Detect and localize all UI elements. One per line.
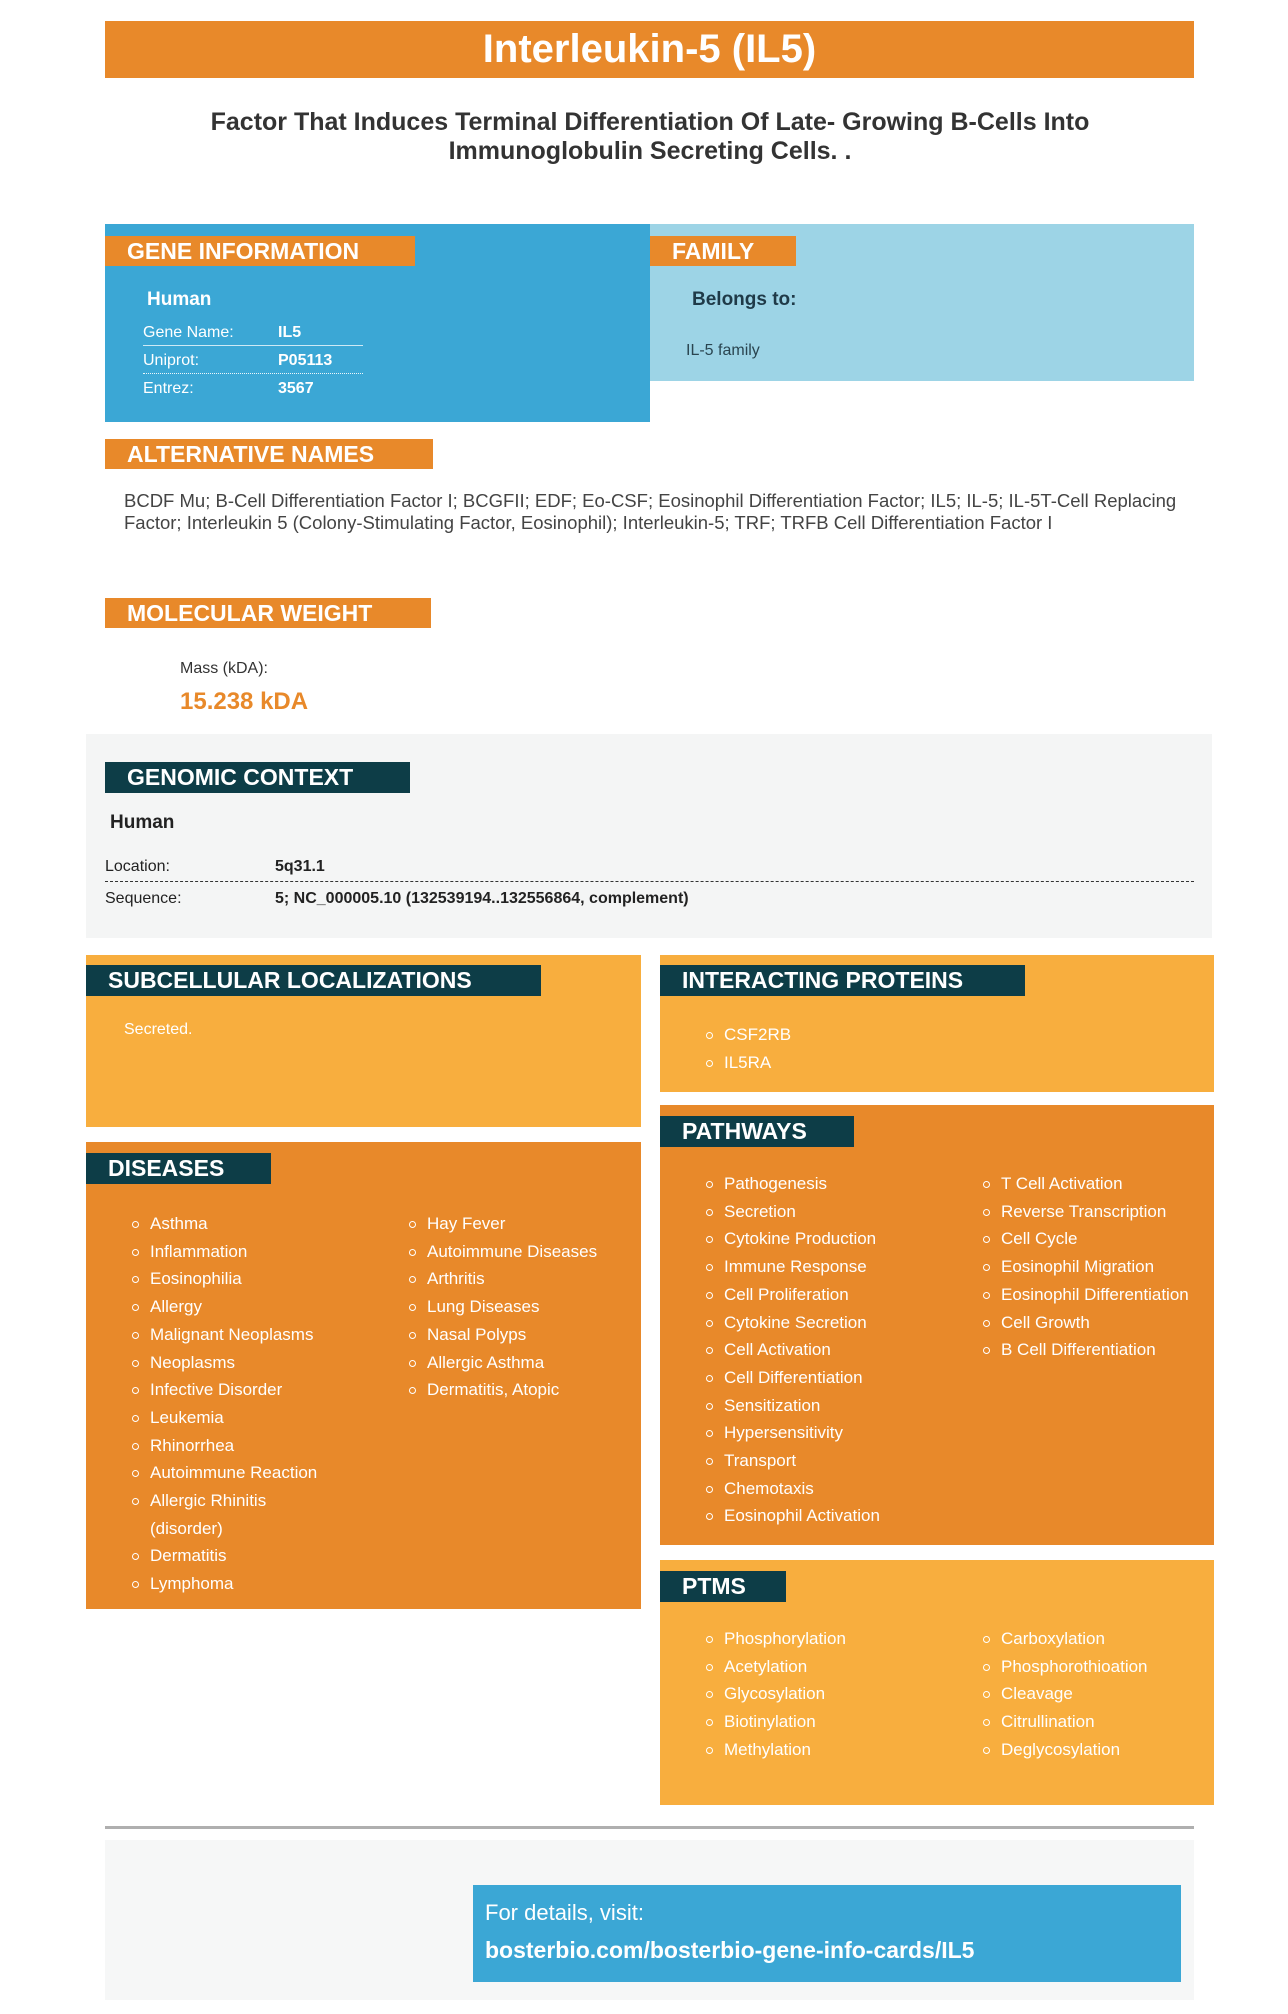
list-item: Secretion bbox=[704, 1198, 964, 1226]
list-item: Eosinophilia bbox=[130, 1265, 350, 1293]
sequence-row bbox=[105, 886, 1194, 916]
list-item: Sensitization bbox=[704, 1392, 964, 1420]
list-item: Cytokine Secretion bbox=[704, 1309, 964, 1337]
list-item: Cell Growth bbox=[981, 1309, 1209, 1337]
location-row bbox=[105, 852, 1194, 882]
interacting-proteins-panel bbox=[660, 955, 1214, 1092]
list-item: Carboxylation bbox=[981, 1625, 1209, 1653]
ptms-panel bbox=[660, 1560, 1214, 1805]
uniprot-label: Uniprot: bbox=[143, 352, 200, 369]
list-item: Autoimmune Diseases bbox=[407, 1238, 627, 1266]
list-item: Allergic Asthma bbox=[407, 1349, 627, 1377]
list-item: Phosphorylation bbox=[704, 1625, 964, 1653]
sequence-value: 5; NC_000005.10 (132539194..132556864, complement) bbox=[275, 890, 689, 907]
list-item: Allergy bbox=[130, 1293, 350, 1321]
pathways-heading: PATHWAYS bbox=[660, 1116, 854, 1147]
list-item: Phosphorothioation bbox=[981, 1653, 1209, 1681]
list-item: Eosinophil Activation bbox=[704, 1502, 964, 1530]
list-item: B Cell Differentiation bbox=[981, 1336, 1209, 1364]
list-item: Pathogenesis bbox=[704, 1170, 964, 1198]
list-item: Inflammation bbox=[130, 1238, 350, 1266]
diseases-panel bbox=[86, 1142, 641, 1609]
ptms-list-col2 bbox=[981, 1625, 1209, 1764]
list-item: Eosinophil Differentiation bbox=[981, 1281, 1209, 1309]
location-label: Location: bbox=[105, 858, 170, 875]
gene-information-heading: GENE INFORMATION bbox=[105, 236, 415, 266]
list-item: Reverse Transcription bbox=[981, 1198, 1209, 1226]
family-heading: FAMILY bbox=[650, 236, 796, 266]
family-belongs-label: Belongs to: bbox=[692, 289, 797, 310]
interacting-proteins-list bbox=[704, 1021, 791, 1076]
page-title: Interleukin-5 (IL5) bbox=[105, 21, 1194, 78]
page-subtitle: Factor That Induces Terminal Differentiation Of Late- Growing B-Cells Into Immunoglobulin Secreting Cells. . bbox=[210, 108, 1090, 165]
details-url-link[interactable]: bosterbio.com/bosterbio-gene-info-cards/IL5 bbox=[485, 1937, 975, 1963]
gene-name-row bbox=[143, 322, 363, 346]
ptms-list-col1 bbox=[704, 1625, 964, 1764]
list-item: Cytokine Production bbox=[704, 1225, 964, 1253]
list-item: Hypersensitivity bbox=[704, 1419, 964, 1447]
list-item: Nasal Polyps bbox=[407, 1321, 627, 1349]
list-item: Leukemia bbox=[130, 1404, 350, 1432]
gene-species: Human bbox=[147, 289, 212, 310]
list-item: Dermatitis bbox=[130, 1542, 350, 1570]
pathways-list-col2 bbox=[981, 1170, 1209, 1364]
gene-information-panel bbox=[105, 224, 650, 422]
list-item: Transport bbox=[704, 1447, 964, 1475]
list-item: Chemotaxis bbox=[704, 1475, 964, 1503]
list-item: Rhinorrhea bbox=[130, 1432, 350, 1460]
genomic-species: Human bbox=[110, 812, 175, 833]
list-item: Cell Cycle bbox=[981, 1225, 1209, 1253]
list-item: Cell Differentiation bbox=[704, 1364, 964, 1392]
list-item: Hay Fever bbox=[407, 1210, 627, 1238]
diseases-heading: DISEASES bbox=[86, 1153, 271, 1184]
location-value: 5q31.1 bbox=[275, 858, 325, 875]
alternative-names-heading: ALTERNATIVE NAMES bbox=[105, 439, 433, 469]
list-item: Neoplasms bbox=[130, 1349, 350, 1377]
mass-value: 15.238 kDA bbox=[180, 688, 309, 715]
entrez-label: Entrez: bbox=[143, 380, 194, 397]
mass-label: Mass (kDA): bbox=[180, 660, 268, 677]
list-item: Cleavage bbox=[981, 1680, 1209, 1708]
list-item: Deglycosylation bbox=[981, 1736, 1209, 1764]
subcellular-panel bbox=[86, 955, 641, 1127]
footer-divider bbox=[105, 1826, 1194, 1829]
entrez-value: 3567 bbox=[278, 380, 314, 397]
list-item: Acetylation bbox=[704, 1653, 964, 1681]
list-item: CSF2RB bbox=[704, 1021, 791, 1049]
diseases-list-col1 bbox=[130, 1210, 350, 1598]
pathways-panel bbox=[660, 1105, 1214, 1545]
molecular-weight-heading: MOLECULAR WEIGHT bbox=[105, 598, 431, 628]
gene-name-value: IL5 bbox=[278, 324, 302, 341]
list-item: Malignant Neoplasms bbox=[130, 1321, 350, 1349]
details-label: For details, visit: bbox=[485, 1900, 644, 1925]
genomic-context-heading: GENOMIC CONTEXT bbox=[105, 762, 410, 793]
uniprot-value: P05113 bbox=[278, 352, 333, 369]
list-item: IL5RA bbox=[704, 1049, 791, 1077]
list-item: Glycosylation bbox=[704, 1680, 964, 1708]
list-item: Dermatitis, Atopic bbox=[407, 1376, 627, 1404]
list-item: Biotinylation bbox=[704, 1708, 964, 1736]
gene-name-label: Gene Name: bbox=[143, 324, 234, 341]
subcellular-text: Secreted. bbox=[124, 1021, 193, 1038]
entrez-row bbox=[143, 378, 363, 402]
list-item: Eosinophil Migration bbox=[981, 1253, 1209, 1281]
alternative-names-text: BCDF Mu; B-Cell Differentiation Factor I; BCGFII; EDF; Eo-CSF; Eosinophil Differentiation Factor; IL5; IL-5; IL-5T-Cell Replacing Factor; Interleukin 5 (Colony-Stimulating Factor, Eosinophil); Interleukin-5; TRF; TRFB Cell Differentiation Factor I bbox=[124, 490, 1177, 533]
list-item: Arthritis bbox=[407, 1265, 627, 1293]
family-panel bbox=[650, 224, 1194, 381]
list-item: Autoimmune Reaction bbox=[130, 1459, 350, 1487]
list-item: Infective Disorder bbox=[130, 1376, 350, 1404]
list-item: Lymphoma bbox=[130, 1570, 350, 1598]
list-item: Cell Proliferation bbox=[704, 1281, 964, 1309]
uniprot-row bbox=[143, 350, 363, 374]
details-link-box[interactable] bbox=[473, 1885, 1181, 1982]
interacting-proteins-heading: INTERACTING PROTEINS bbox=[660, 965, 1025, 996]
diseases-list-col2 bbox=[407, 1210, 627, 1404]
pathways-list-col1 bbox=[704, 1170, 964, 1530]
genomic-context-panel bbox=[86, 734, 1212, 938]
list-item: Citrullination bbox=[981, 1708, 1209, 1736]
list-item: Asthma bbox=[130, 1210, 350, 1238]
ptms-heading: PTMS bbox=[660, 1571, 786, 1602]
subcellular-heading: SUBCELLULAR LOCALIZATIONS bbox=[86, 965, 541, 996]
list-item: T Cell Activation bbox=[981, 1170, 1209, 1198]
list-item: Lung Diseases bbox=[407, 1293, 627, 1321]
list-item: Allergic Rhinitis (disorder) bbox=[130, 1487, 280, 1542]
list-item: Methylation bbox=[704, 1736, 964, 1764]
list-item: Immune Response bbox=[704, 1253, 964, 1281]
family-value: IL-5 family bbox=[686, 342, 760, 359]
list-item: Cell Activation bbox=[704, 1336, 964, 1364]
sequence-label: Sequence: bbox=[105, 890, 182, 907]
